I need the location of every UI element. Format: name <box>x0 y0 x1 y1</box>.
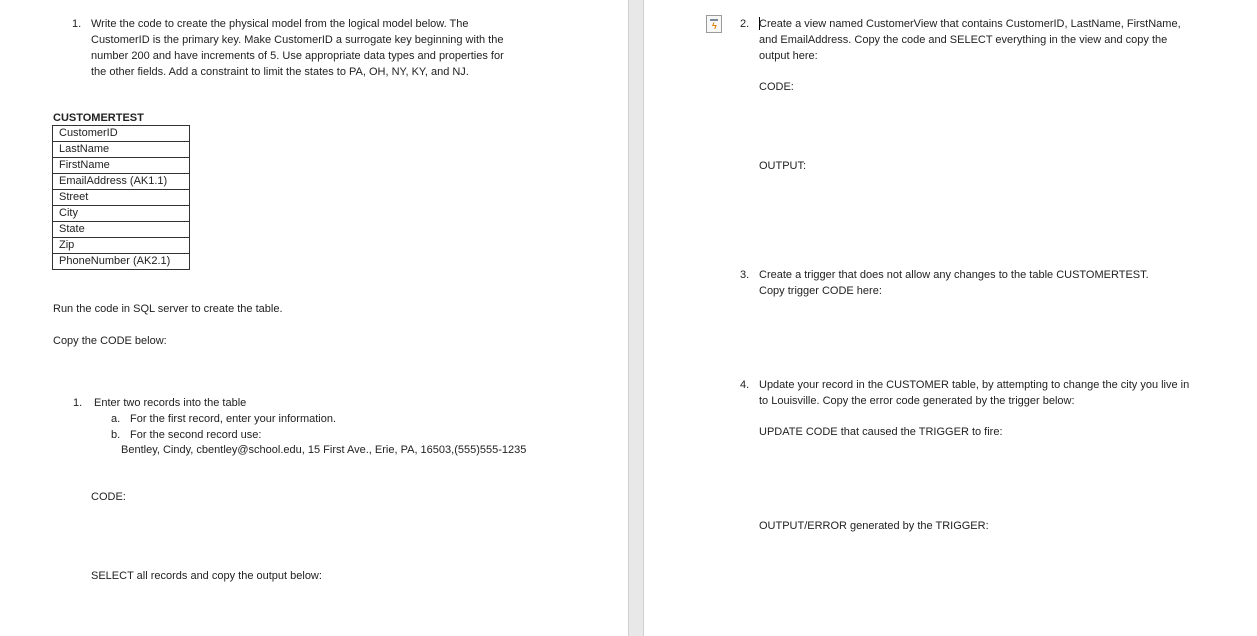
q2-line-3: output here: <box>759 50 818 62</box>
select-text: SELECT all records and copy the output below: <box>91 570 322 582</box>
q1-line-1: Write the code to create the physical model from the logical model below. The <box>91 18 469 30</box>
table-row: Zip <box>53 238 189 254</box>
table-row: CustomerID <box>53 126 189 142</box>
code-label: CODE: <box>91 491 126 503</box>
q3-line-2: Copy trigger CODE here: <box>759 285 882 297</box>
copy-code-text: Copy the CODE below: <box>53 335 167 347</box>
table-row: FirstName <box>53 158 189 174</box>
sub-a-text: For the first record, enter your information. <box>130 413 337 425</box>
q2-output-label: OUTPUT: <box>759 160 807 172</box>
q3-line-1: Create a trigger that does not allow any changes to the table CUSTOMERTEST. <box>759 269 1149 281</box>
table-row: PhoneNumber (AK2.1) <box>53 254 189 270</box>
q4-number: 4. <box>740 379 750 391</box>
q2-line-1: Create a view named CustomerView that contains CustomerID, LastName, FirstName, <box>759 18 1181 30</box>
table-title: CUSTOMERTEST <box>53 112 144 124</box>
q4-output-label: OUTPUT/ERROR generated by the TRIGGER: <box>759 520 989 532</box>
q3-number: 3. <box>740 269 750 281</box>
q2-line-2: and EmailAddress. Copy the code and SELECT everything in the view and copy the <box>759 34 1168 46</box>
table-row: City <box>53 206 189 222</box>
table-row: State <box>53 222 189 238</box>
run-code-text: Run the code in SQL server to create the table. <box>53 303 283 315</box>
sub-b-label: b. <box>111 429 121 441</box>
logical-model-table <box>52 125 190 270</box>
q2-number: 2. <box>740 18 750 30</box>
enter-records-text: Enter two records into the table <box>94 397 247 409</box>
second-record-text: Bentley, Cindy, cbentley@school.edu, 15 First Ave., Erie, PA, 16503,(555)555-1235 <box>121 444 527 456</box>
q1-line-4: the other fields. Add a constraint to limit the states to PA, OH, NY, KY, and NJ. <box>91 66 469 78</box>
q4-line-1: Update your record in the CUSTOMER table, by attempting to change the city you live in <box>759 379 1190 391</box>
document-page-left <box>0 0 628 636</box>
table-row: EmailAddress (AK1.1) <box>53 174 189 190</box>
q4-line-2: to Louisville. Copy the error code generated by the trigger below: <box>759 395 1075 407</box>
table-row: LastName <box>53 142 189 158</box>
q1-line-3: number 200 and have increments of 5. Use appropriate data types and properties for <box>91 50 504 62</box>
document-page-right <box>644 0 1257 636</box>
q2-code-label: CODE: <box>759 81 794 93</box>
lightning-icon: ϟ <box>712 21 717 31</box>
table-row: Street <box>53 190 189 206</box>
sub-a-label: a. <box>111 413 121 425</box>
smart-tag-icon[interactable] <box>706 15 722 33</box>
q4-update-label: UPDATE CODE that caused the TRIGGER to fire: <box>759 426 1003 438</box>
enter-records-number: 1. <box>73 397 83 409</box>
page-gutter <box>628 0 644 636</box>
sub-b-text: For the second record use: <box>130 429 262 441</box>
q1-line-2: CustomerID is the primary key. Make CustomerID a surrogate key beginning with the <box>91 34 504 46</box>
q1-number: 1. <box>72 18 82 30</box>
